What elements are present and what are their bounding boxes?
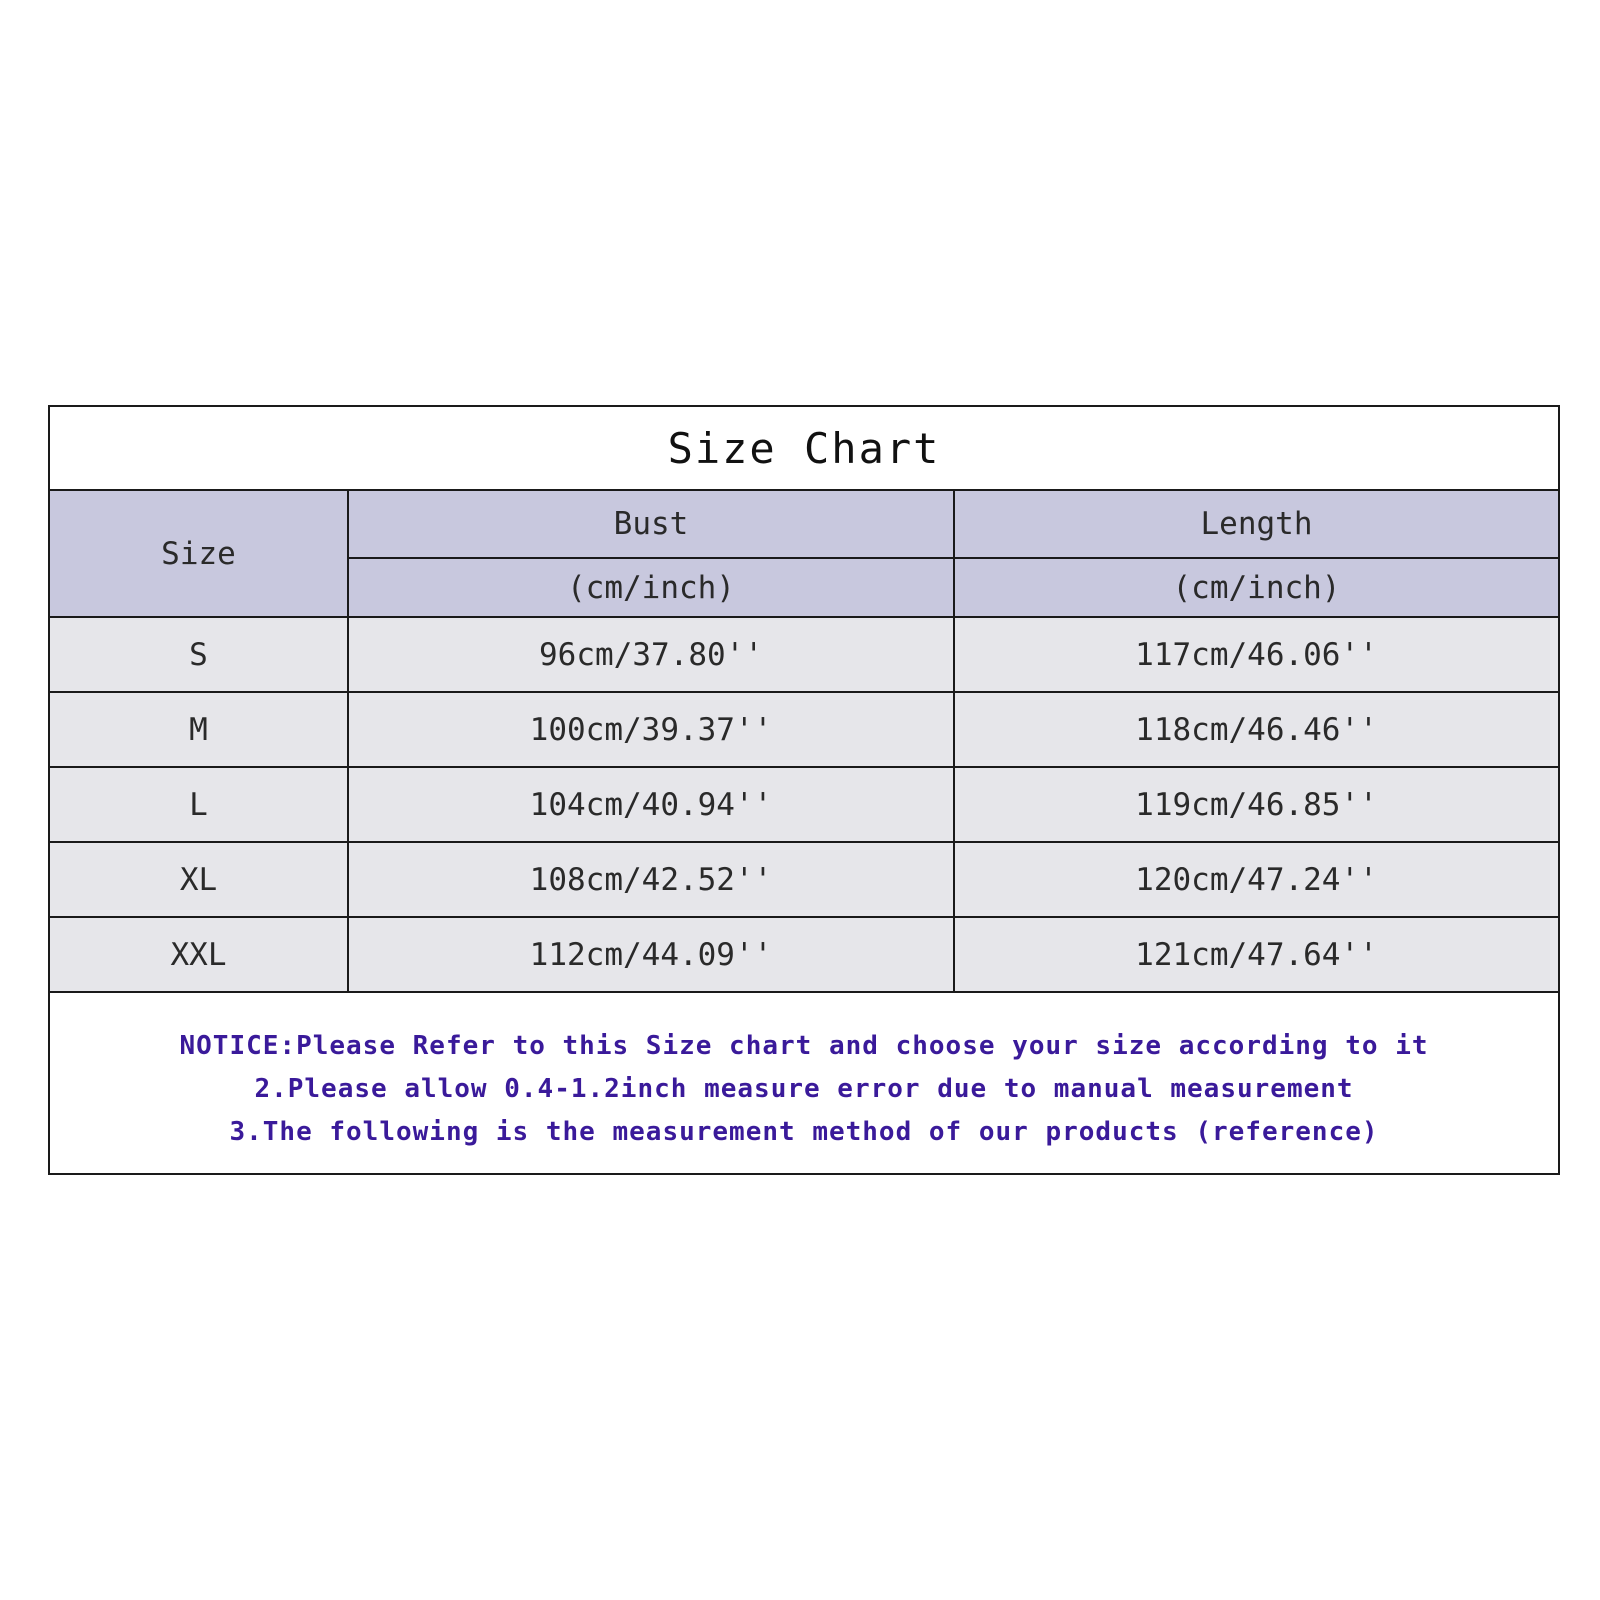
table-row [50,692,1558,767]
bust-cell: 96cm/37.80'' [348,617,954,692]
table-row [50,842,1558,917]
table-row [50,617,1558,692]
length-cell: 118cm/46.46'' [954,692,1558,767]
length-cell: 121cm/47.64'' [954,917,1558,991]
size-cell: L [50,767,348,842]
bust-cell: 112cm/44.09'' [348,917,954,991]
size-cell: M [50,692,348,767]
bust-cell: 108cm/42.52'' [348,842,954,917]
size-table [50,491,1558,991]
notice-line: NOTICE:Please Refer to this Size chart and choose your size according to it [179,1031,1429,1061]
bust-cell: 104cm/40.94'' [348,767,954,842]
length-column-header: Length [954,491,1558,558]
chart-title: Size Chart [50,407,1558,491]
notice-line: 2.Please allow 0.4-1.2inch measure error due to manual measurement [254,1074,1354,1104]
length-unit-header: (cm/inch) [954,558,1558,617]
length-cell: 120cm/47.24'' [954,842,1558,917]
bust-unit-header: (cm/inch) [348,558,954,617]
length-cell: 117cm/46.06'' [954,617,1558,692]
notice-line: 3.The following is the measurement method of our products (reference) [229,1117,1379,1147]
table-row [50,767,1558,842]
size-cell: XXL [50,917,348,991]
bust-cell: 100cm/39.37'' [348,692,954,767]
notice-block [50,991,1558,1171]
size-column-header: Size [50,491,348,617]
bust-column-header: Bust [348,491,954,558]
table-row [50,917,1558,991]
size-cell: XL [50,842,348,917]
size-chart [48,405,1560,1175]
length-cell: 119cm/46.85'' [954,767,1558,842]
size-cell: S [50,617,348,692]
